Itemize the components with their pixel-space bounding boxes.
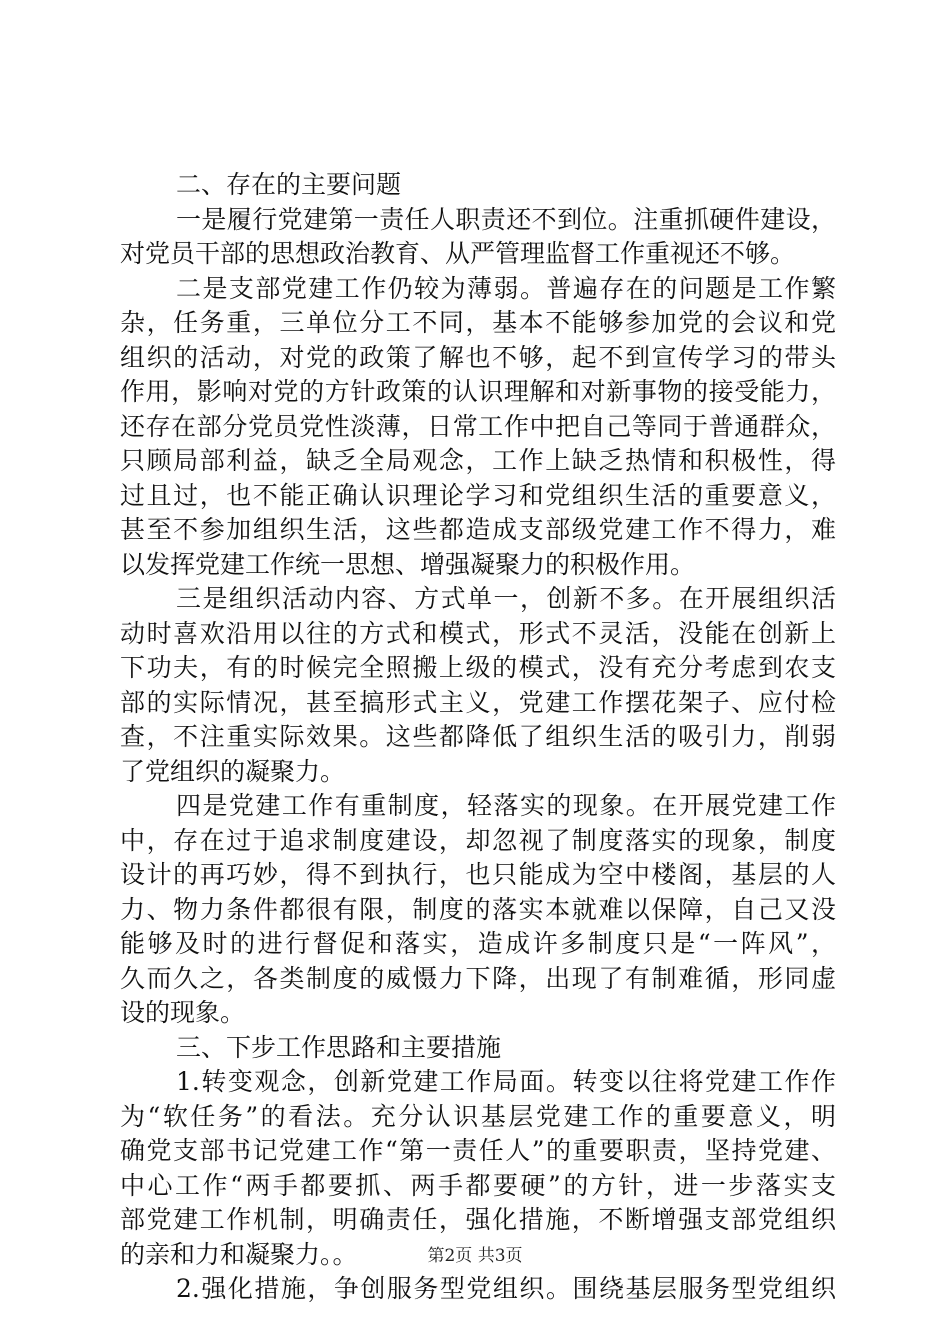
text-line: 1.转变观念，创新党建工作局面。转变以往将党建工作作 [176, 1067, 836, 1096]
text-line: 四是党建工作有重制度，轻落实的现象。在开展党建工作 [176, 791, 836, 820]
text-line: 能够及时的进行督促和落实，造成许多制度只是“一阵风”， [120, 929, 836, 958]
text-line: 确党支部书记党建工作“第一责任人”的重要职责，坚持党建、 [120, 1136, 836, 1165]
text-line: 力、物力条件都很有限，制度的落实本就难以保障，自己又没 [120, 894, 836, 924]
text-line: 设计的再巧妙，得不到执行，也只能成为空中楼阁，基层的人 [120, 860, 836, 889]
text-line: 部的实际情况，甚至搞形式主义，党建工作摆花架子、应付检 [120, 687, 836, 717]
text-line: 甚至不参加组织生活，这些都造成支部级党建工作不得力，难 [120, 515, 836, 544]
text-line: 对党员干部的思想政治教育、从严管理监督工作重视还不够。 [120, 239, 796, 268]
text-line: 久而久之，各类制度的威慑力下降，出现了有制难循，形同虚 [120, 963, 836, 993]
text-line: 为“软任务”的看法。充分认识基层党建工作的重要意义，明 [120, 1101, 836, 1131]
text-line: 中，存在过于追求制度建设，却忽视了制度落实的现象，制度 [120, 825, 836, 855]
text-line: 中心工作“两手都要抓、两手都要硬”的方针，进一步落实支 [120, 1170, 836, 1200]
text-line: 过且过，也不能正确认识理论学习和党组织生活的重要意义， [120, 480, 836, 510]
text-line: 以发挥党建工作统一思想、增强凝聚力的积极作用。 [120, 549, 696, 579]
text-line: 作用，影响对党的方针政策的认识理解和对新事物的接受能力， [120, 377, 836, 406]
text-line: 二、存在的主要问题 [176, 170, 402, 199]
text-line: 一是履行党建第一责任人职责还不到位。注重抓硬件建设， [176, 204, 836, 234]
text-line: 三是组织活动内容、方式单一，创新不多。在开展组织活 [176, 584, 836, 613]
text-line: 设的现象。 [120, 998, 246, 1027]
text-line: 部党建工作机制，明确责任，强化措施，不断增强支部党组织 [120, 1205, 836, 1234]
text-line: 只顾局部利益，缺乏全局观念，工作上缺乏热情和积极性，得 [120, 446, 836, 475]
text-line: 查，不注重实际效果。这些都降低了组织生活的吸引力，削弱 [120, 722, 836, 751]
text-line: 2.强化措施，争创服务型党组织。围绕基层服务型党组织 [176, 1274, 836, 1303]
text-line: 动时喜欢沿用以往的方式和模式，形式不灵活，没能在创新上 [120, 618, 836, 648]
text-line: 下功夫，有的时候完全照搬上级的模式，没有充分考虑到农支 [120, 653, 836, 682]
text-line: 了党组织的凝聚力。 [120, 756, 346, 786]
text-line: 组织的活动，对党的政策了解也不够，起不到宣传学习的带头 [120, 342, 836, 372]
text-line: 的亲和力和凝聚力。。 [120, 1239, 358, 1269]
page-footer: 第2页 共3页 [427, 1246, 523, 1266]
text-line: 三、下步工作思路和主要措施 [176, 1032, 502, 1062]
document-body [120, 168, 836, 1307]
text-line: 还存在部分党员党性淡薄，日常工作中把自己等同于普通群众， [120, 411, 836, 441]
text-line: 杂，任务重，三单位分工不同，基本不能够参加党的会议和党 [120, 308, 836, 337]
text-line: 二是支部党建工作仍较为薄弱。普遍存在的问题是工作繁 [176, 273, 836, 303]
